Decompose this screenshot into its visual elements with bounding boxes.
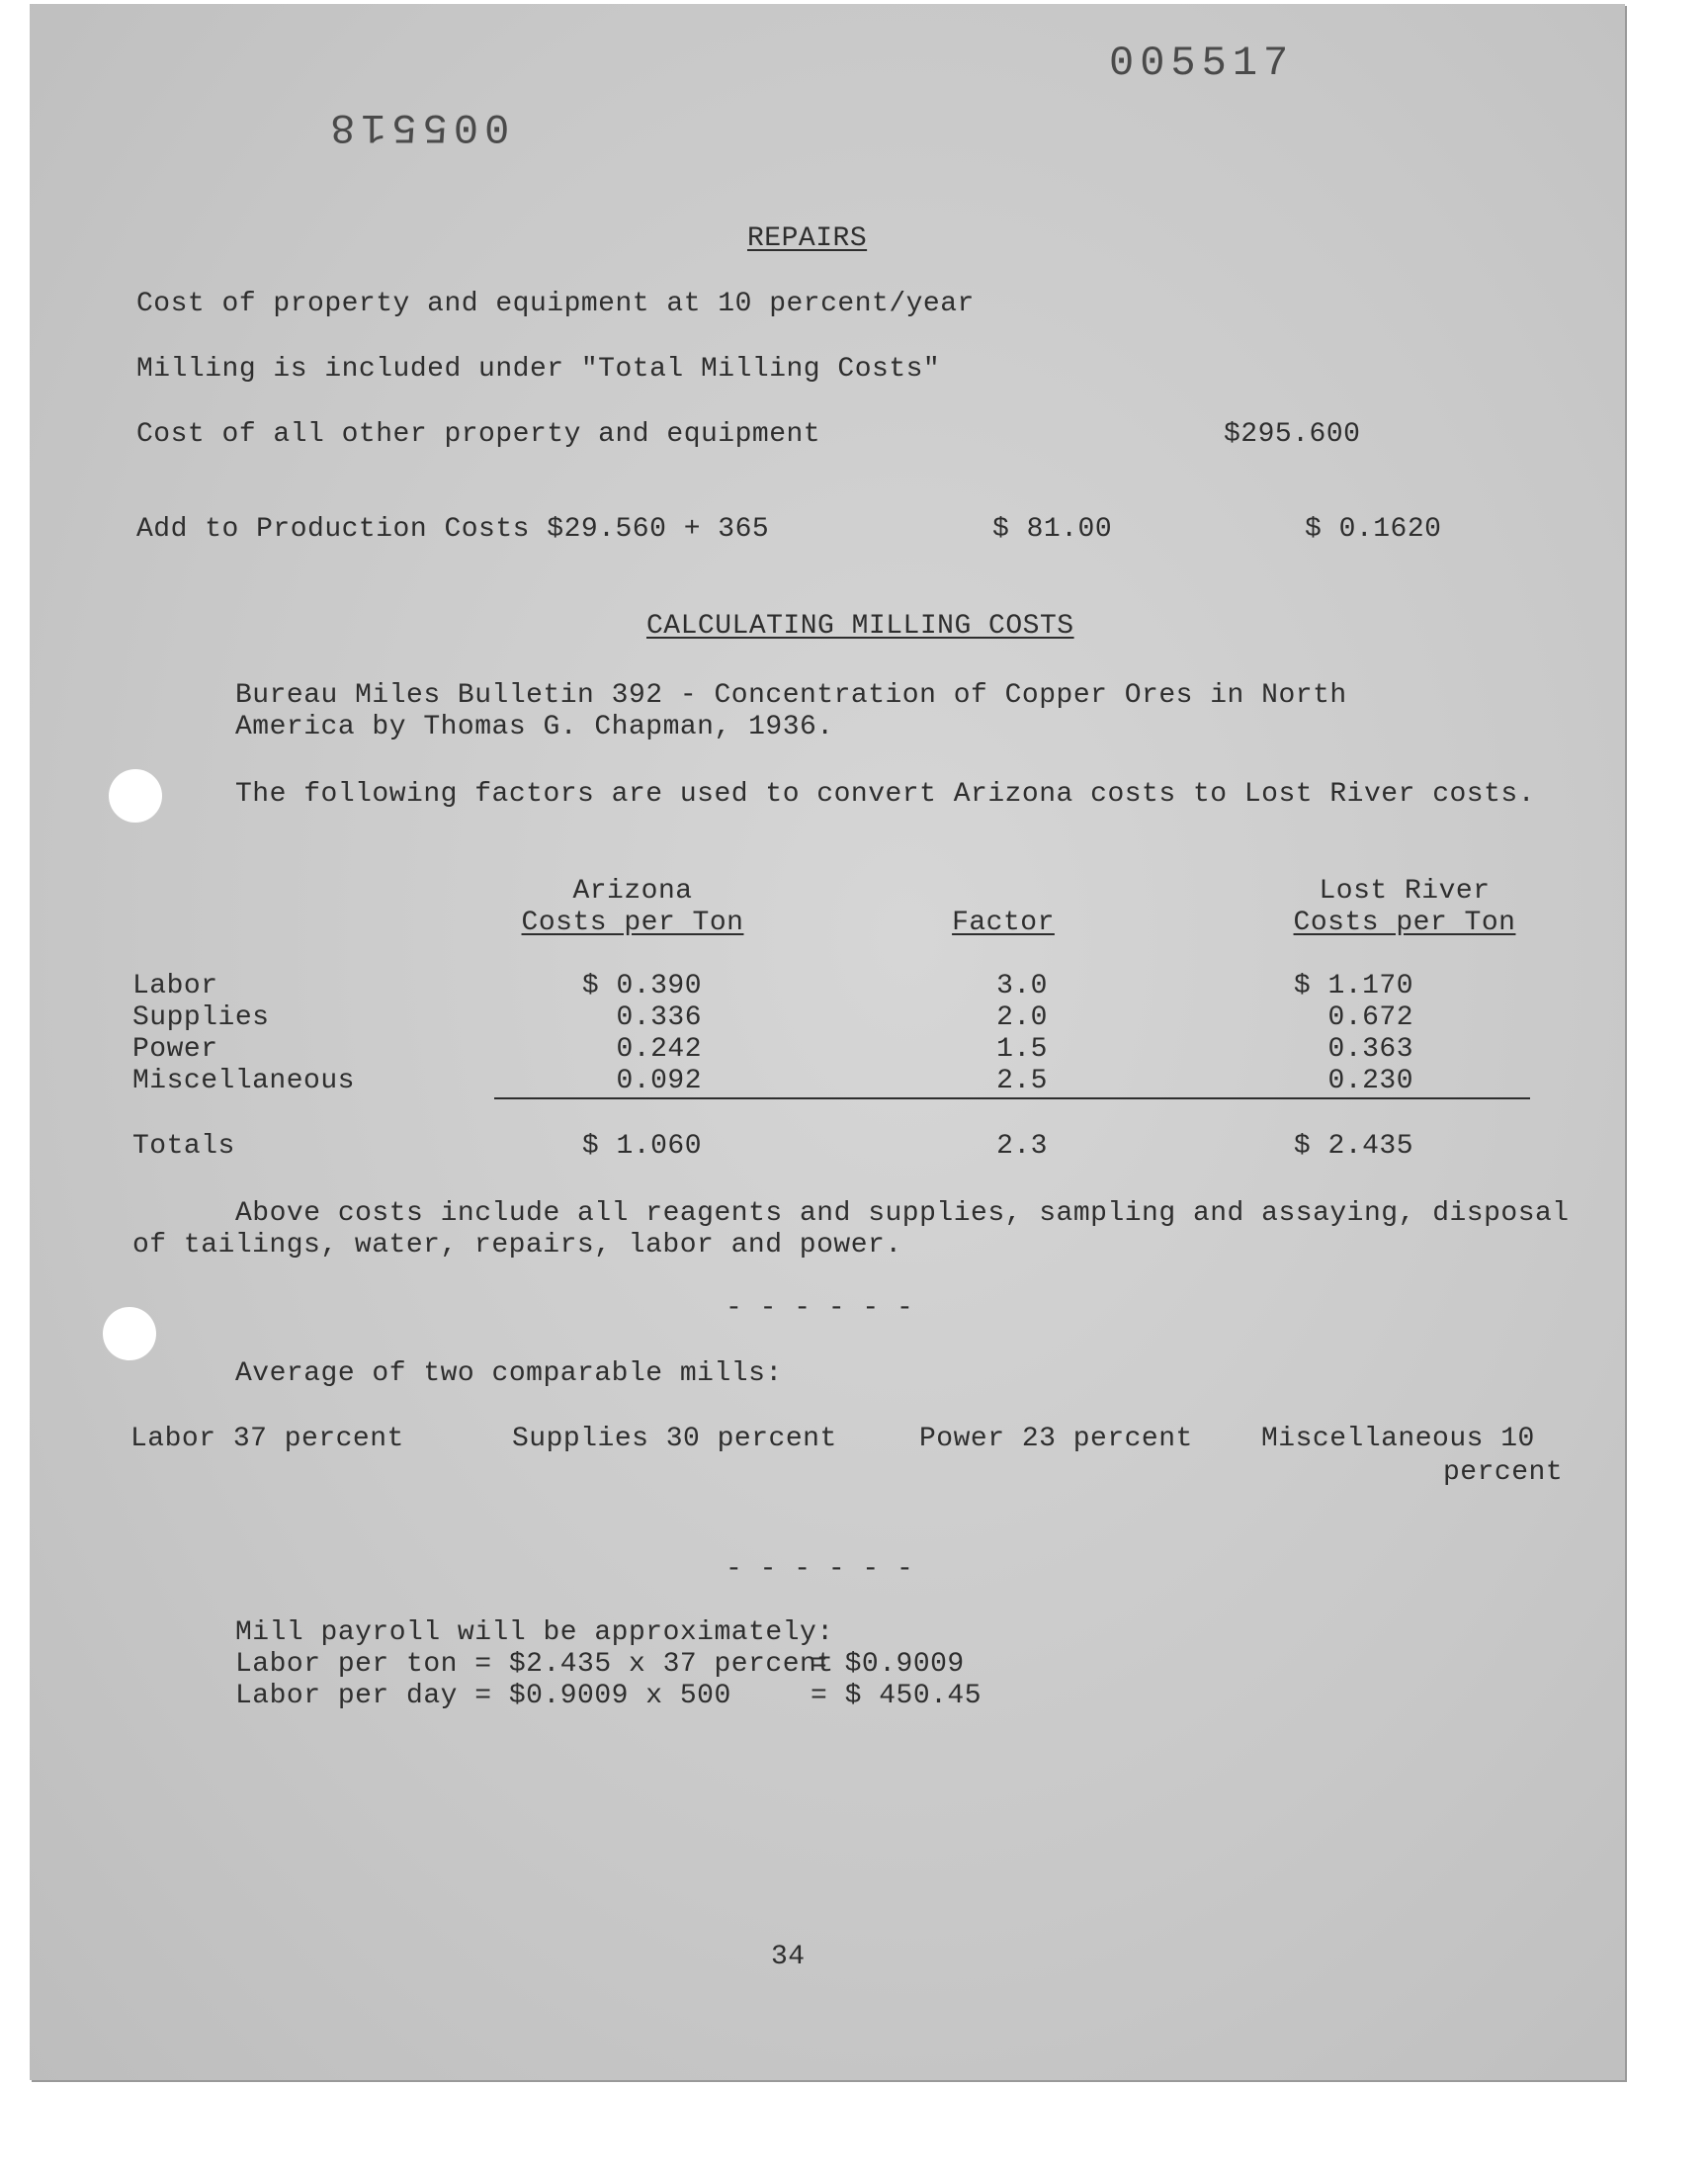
payroll-line-1-value: = $0.9009 xyxy=(811,1649,965,1680)
average-miscellaneous-continued: percent xyxy=(1443,1457,1564,1488)
punch-hole xyxy=(109,769,162,823)
row-lost-river-cost: 0.230 xyxy=(1327,1066,1413,1096)
repairs-line-3-label: Cost of all other property and equipment xyxy=(136,419,821,450)
repairs-line-1: Cost of property and equipment at 10 percent/year xyxy=(136,289,975,319)
row-factor: 2.0 xyxy=(996,1002,1048,1033)
payroll-heading: Mill payroll will be approximately: xyxy=(235,1617,834,1648)
repairs-heading: REPAIRS xyxy=(747,223,868,254)
average-labor: Labor 37 percent xyxy=(130,1424,404,1454)
totals-arizona-cost: $ 1.060 xyxy=(581,1131,702,1162)
row-label: Labor xyxy=(132,971,218,1001)
payroll-line-2-label: Labor per day = $0.9009 x 500 xyxy=(235,1681,731,1711)
row-arizona-cost: 0.242 xyxy=(616,1034,702,1065)
bulletin-reference-line-2: America by Thomas G. Chapman, 1936. xyxy=(235,712,834,742)
page-number: 34 xyxy=(771,1942,806,1972)
average-power: Power 23 percent xyxy=(919,1424,1193,1454)
totals-divider-line xyxy=(494,1097,1530,1099)
row-label: Supplies xyxy=(132,1002,270,1033)
header-arizona-top: Arizona xyxy=(572,876,693,907)
row-lost-river-cost: $ 1.170 xyxy=(1293,971,1413,1001)
costs-note-line-1: Above costs include all reagents and supplies, sampling and assaying, disposal xyxy=(235,1198,1570,1229)
header-lost-river-bottom: Costs per Ton xyxy=(1293,908,1516,938)
row-arizona-cost: $ 0.390 xyxy=(581,971,702,1001)
inverted-number-stamp: 005518 xyxy=(324,103,510,150)
row-lost-river-cost: 0.672 xyxy=(1327,1002,1413,1033)
document-number-stamp: 005517 xyxy=(1109,40,1295,87)
row-label: Miscellaneous xyxy=(132,1066,355,1096)
section-separator: - - - - - - xyxy=(726,1293,914,1324)
row-label: Power xyxy=(132,1034,218,1065)
totals-lost-river-cost: $ 2.435 xyxy=(1293,1131,1413,1162)
row-lost-river-cost: 0.363 xyxy=(1327,1034,1413,1065)
bulletin-reference-line-1: Bureau Miles Bulletin 392 - Concentration of Copper Ores in North xyxy=(235,680,1347,711)
repairs-line-2: Milling is included under "Total Milling Costs" xyxy=(136,354,941,385)
repairs-line-3-value: $295.600 xyxy=(1224,419,1361,450)
row-factor: 3.0 xyxy=(996,971,1048,1001)
header-arizona-bottom: Costs per Ton xyxy=(521,908,744,938)
section-separator: - - - - - - xyxy=(726,1554,914,1585)
factors-intro: The following factors are used to convert Arizona costs to Lost River costs. xyxy=(235,779,1536,810)
row-factor: 2.5 xyxy=(996,1066,1048,1096)
payroll-line-2-value: = $ 450.45 xyxy=(811,1681,982,1711)
average-miscellaneous: Miscellaneous 10 xyxy=(1261,1424,1535,1454)
average-heading: Average of two comparable mills: xyxy=(235,1358,783,1389)
repairs-line-4-label: Add to Production Costs $29.560 + 365 xyxy=(136,514,770,545)
repairs-line-4-value-1: $ 81.00 xyxy=(992,514,1113,545)
costs-note-line-2: of tailings, water, repairs, labor and power. xyxy=(132,1230,902,1261)
row-factor: 1.5 xyxy=(996,1034,1048,1065)
document-page xyxy=(30,4,1625,2080)
payroll-line-1-label: Labor per ton = $2.435 x 37 percent xyxy=(235,1649,834,1680)
repairs-line-4-value-2: $ 0.1620 xyxy=(1305,514,1442,545)
totals-label: Totals xyxy=(132,1131,235,1162)
average-supplies: Supplies 30 percent xyxy=(512,1424,837,1454)
row-arizona-cost: 0.092 xyxy=(616,1066,702,1096)
row-arizona-cost: 0.336 xyxy=(616,1002,702,1033)
milling-heading: CALCULATING MILLING COSTS xyxy=(646,611,1074,642)
header-factor: Factor xyxy=(952,908,1055,938)
header-lost-river-top: Lost River xyxy=(1319,876,1491,907)
totals-factor: 2.3 xyxy=(996,1131,1048,1162)
punch-hole xyxy=(103,1307,156,1360)
